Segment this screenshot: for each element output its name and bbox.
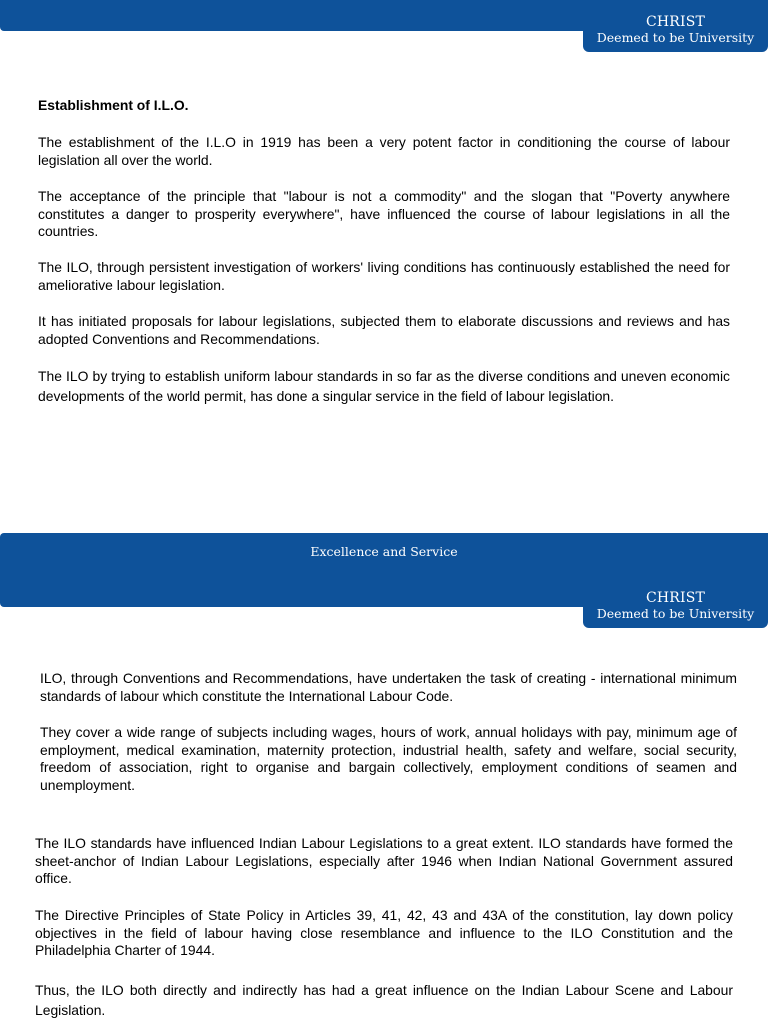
footer-motto: Excellence and Service xyxy=(310,544,458,559)
header-logo-tab xyxy=(583,583,768,628)
paragraph: The Directive Principles of State Policy in Articles 39, 41, 42, 43 and 43A of the constitution, lay down policy objectives in the field of labour having close resemblance and influence to the ILO Constitution and the Philadelphia Charter of 1944. xyxy=(35,907,733,958)
paragraph: The establishment of the I.L.O in 1919 has been a very potent factor in conditioning the course of labour legislation all over the world. xyxy=(38,134,730,168)
institution-subtitle: Deemed to be University xyxy=(596,606,755,621)
paragraph: The acceptance of the principle that "labour is not a commodity" and the slogan that "Poverty anywhere constitutes a danger to prosperity everywhere", have influenced the course of labour legislations in all the countries. xyxy=(38,188,730,239)
institution-name: CHRIST xyxy=(645,14,706,30)
section-heading: Establishment of I.L.O. xyxy=(38,97,189,113)
paragraph: They cover a wide range of subjects including wages, hours of work, annual holidays with pay, minimum age of employment, medical examination, maternity protection, industrial health, safety and welfare, social security, freedom of association, right to organise and bargain collectively, employment conditions of seamen and unemployment. xyxy=(40,724,737,793)
paragraph: The ILO by trying to establish uniform labour standards in so far as the diverse conditions and uneven economic developments of the world permit, has done a singular service in the field of labour legislation. xyxy=(38,368,730,404)
paragraph: Thus, the ILO both directly and indirectly has had a great influence on the Indian Labour Scene and Labour Legislation. xyxy=(35,982,733,1018)
paragraph: ILO, through Conventions and Recommendations, have undertaken the task of creating - international minimum standards of labour which constitute the International Labour Code. xyxy=(40,670,737,704)
paragraph: It has initiated proposals for labour legislations, subjected them to elaborate discussions and reviews and has adopted Conventions and Recommendations. xyxy=(38,313,730,347)
header-logo-tab xyxy=(583,0,768,52)
paragraph: The ILO standards have influenced Indian Labour Legislations to a great extent. ILO standards have formed the sheet-anchor of Indian Labour Legislations, especially after 1946 when Indian National Government assured office. xyxy=(35,835,733,886)
institution-name: CHRIST xyxy=(645,590,706,606)
paragraph: The ILO, through persistent investigation of workers' living conditions has continuously established the need for ameliorative labour legislation. xyxy=(38,259,730,293)
institution-subtitle: Deemed to be University xyxy=(596,30,755,45)
